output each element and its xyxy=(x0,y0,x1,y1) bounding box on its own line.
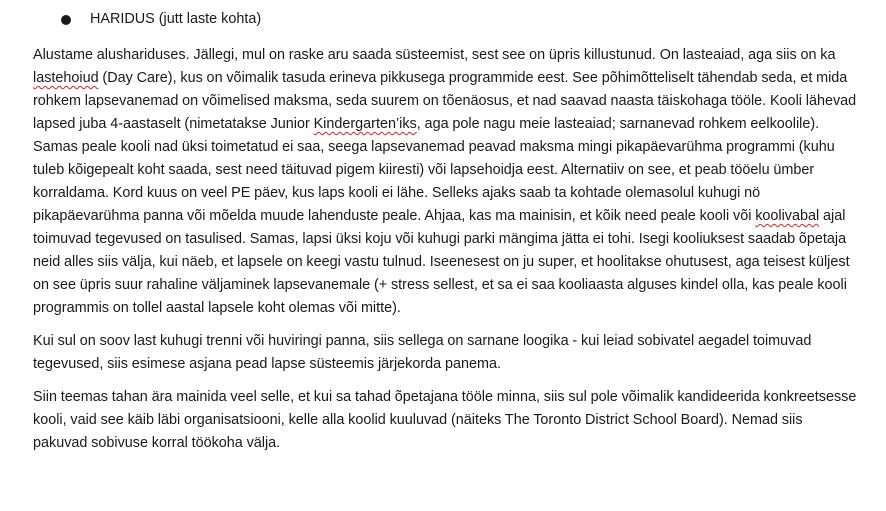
paragraph-teaching: Siin teemas tahan ära mainida veel selle, et kui sa tahad õpetajana tööle minna, siis sul pole võimalik kandideerida konkreetsesse kooli, vaid see käib läbi organisatsiooni, kelle alla koolid kuuluvad (näiteks The Toronto District School Board). Nemad siis pakuvad sobivuse korral töökoha välja. xyxy=(33,389,857,451)
text-run: ajal toimuvad tegevused on tasulised. Samas, lapsi üksi koju või kuhugi parki mängima jätta ei tohi. Isegi kooliuksest saadab õpetaja neid alles siis välja, kui näeb, et lapsele on keegi vastu tulnud. Iseenesest on ju super, et hoolitakse ohutusest, aga teisest küljest on see üpris suur rahaline väljaminek lapsevanemale (+ stress sellest, et sa ei saa kooliaasta alguses kindel olla, kas peale kooli programmis on tollel aastal lapsele koht olemas või mitte). xyxy=(33,208,850,316)
bullet-icon xyxy=(61,15,71,25)
paragraph-hobbies: Kui sul on soov last kuhugi trenni või huviringi panna, siis sellega on sarnane loogika - kui leiad sobivatel aegadel toimuvad tegevused, siis esimese asjana pead lapse süsteemis järjekorda panema. xyxy=(33,333,812,372)
spellcheck-word: lastehoiud xyxy=(33,70,99,86)
text-run: , aga pole nagu meie lasteaiad; sarnanevad rohkem eelkoolile). Samas peale kooli nad üksi toimetatud ei saa, seega lapsevanemad peavad maksma mingi pikapäevarühma programmi (kuhu tuleb kõigepealt koht saada, sest need täituvad pigem kiiresti) või lapsehoidja eest. Alternatiiv on see, et peab tööelu ümber korraldama. Kord kuus on veel PE päev, kus laps kooli ei lähe. Selleks ajaks saab ta kohtade olemasolul kuhugi nö pikapäevarühma panna või mõelda muude lahenduste peale. Ahjaa, kas ma mainisin, et kõik need peale kooli või xyxy=(33,116,835,224)
spellcheck-word: koolivabal xyxy=(755,208,820,224)
document-body xyxy=(33,8,859,465)
spellcheck-word: Kindergarten’iks xyxy=(313,116,417,132)
text-run: Alustame alushariduses. Jällegi, mul on raske aru saada süsteemist, sest see on üpris killustunud. On lasteaiad, aga siis on ka xyxy=(33,47,836,63)
bullet-list-item xyxy=(33,8,859,33)
bullet-heading: HARIDUS (jutt laste kohta) xyxy=(90,11,262,27)
text-run: (Day Care), kus on võimalik tasuda erineva pikkusega programmide eest. See põhimõtteliselt tähendab seda, et mida rohkem lapsevanemad on võimelised maksma, seda suurem on tõenäosus, et nad saavad naasta täiskohaga tööle. Kooli lähevad lapsed juba 4-aastaselt (nimetatakse Junior xyxy=(33,70,857,132)
paragraph-preschool xyxy=(33,44,859,320)
